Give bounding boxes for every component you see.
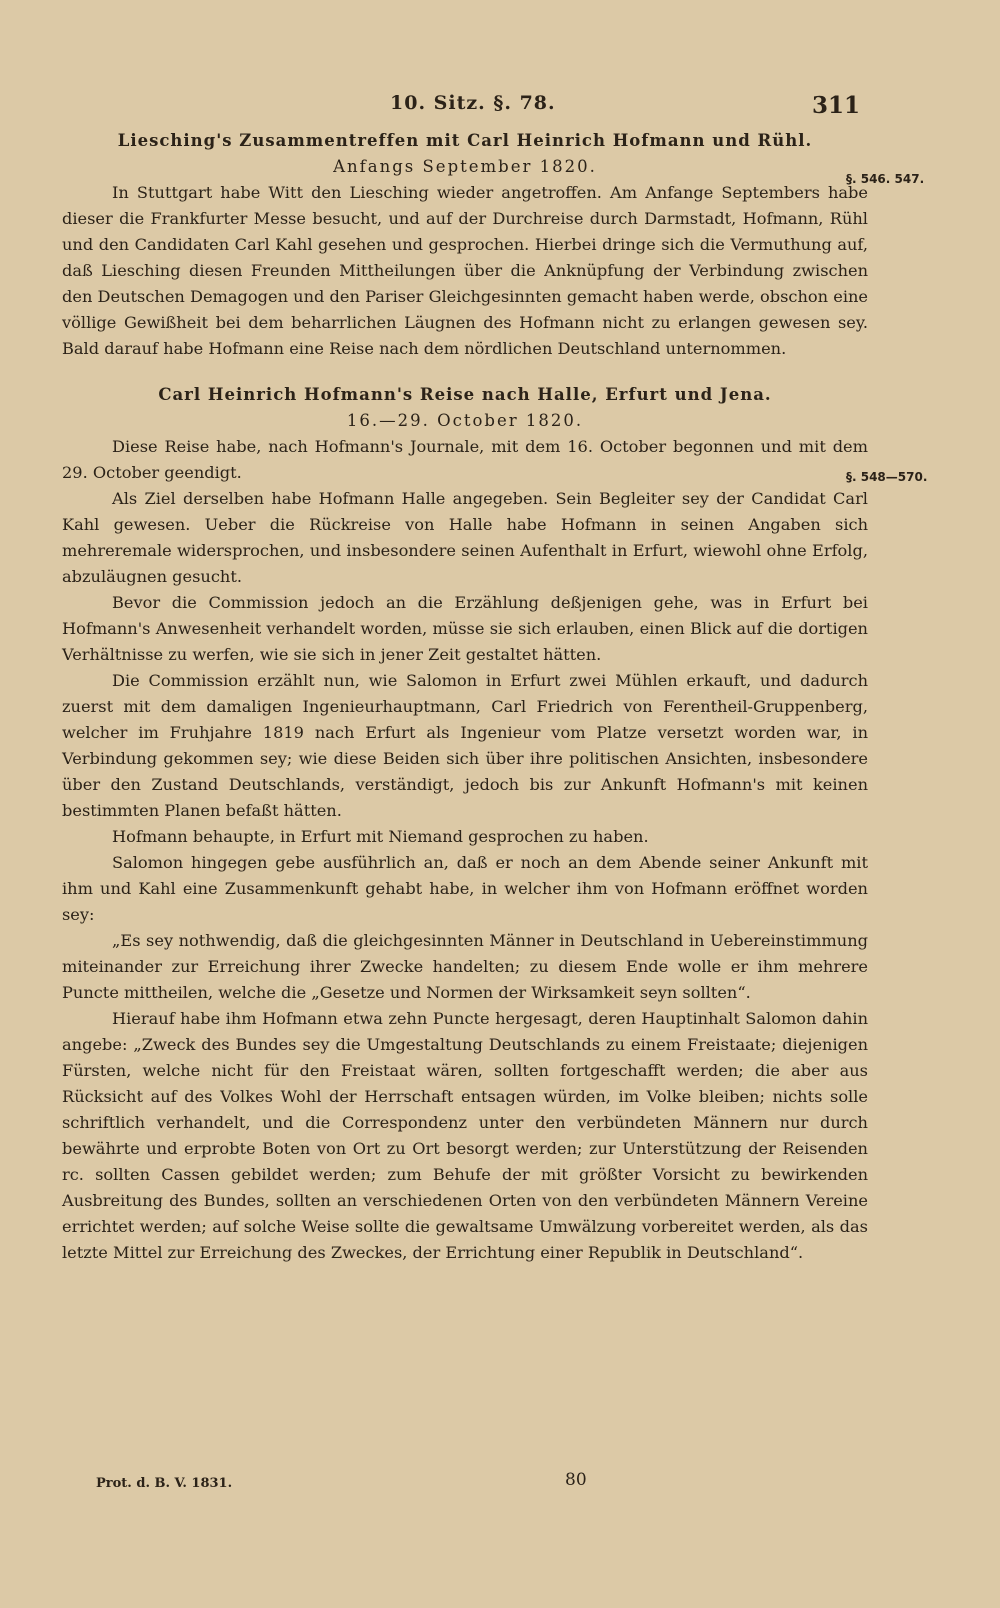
margin-reference-1: §. 546. 547. [846, 172, 925, 186]
sheet-number: 80 [565, 1470, 587, 1490]
page-footer [0, 1470, 1000, 1500]
section-1-paragraph: In Stuttgart habe Witt den Liesching wieder angetroffen. Am Anfange Septembers habe dieser die Frankfurter Messe besucht, und auf der Durchreise durch Darmstadt, Hofmann, Rühl und den Candidaten Carl Kahl gesehen und gesprochen. Hierbei dringe sich die Vermuthung auf, daß Liesching diesen Freunden Mittheilungen über die Anknüpfung der Verbindung zwischen den Deutschen Demagogen und den Pariser Gleichgesinnten gemacht haben werde, obschon eine völlige Gewißheit bei dem beharrlichen Läugnen des Hofmann nicht zu erlangen gewesen sey. Bald darauf habe Hofmann eine Reise nach dem nördlichen Deutschland unternommen. [62, 183, 868, 358]
section-2-paragraph: Bevor die Commission jedoch an die Erzählung deßjenigen gehe, was in Erfurt bei Hofmann's Anwesenheit verhandelt worden, müsse sie sich erlauben, einen Blick auf die dortigen Verhältnisse zu werfen, wie sie sich in jener Zeit gestaltet hätten. [62, 593, 868, 664]
section-2-paragraph: Salomon hingegen gebe ausführlich an, daß er noch an dem Abende seiner Ankunft mit ihm und Kahl eine Zusammenkunft gehabt habe, in welcher ihm von Hofmann eröffnet worden sey: [62, 853, 868, 924]
running-head: 10. Sitz. §. 78. [390, 92, 556, 114]
section-2-paragraph: Hofmann behaupte, in Erfurt mit Niemand gesprochen zu haben. [112, 827, 649, 846]
section-1-title: Liesching's Zusammentreffen mit Carl Heinrich Hofmann und Rühl. [117, 131, 813, 150]
section-2-paragraph: Diese Reise habe, nach Hofmann's Journale, mit dem 16. October begonnen und mit dem 29. October geendigt. [62, 437, 868, 482]
section-1-date: Anfangs September 1820. [333, 157, 597, 176]
section-2-paragraph: Die Commission erzählt nun, wie Salomon in Erfurt zwei Mühlen erkauft, und dadurch zuerst mit dem damaligen Ingenieurhauptmann, Carl Friedrich von Ferentheil-Gruppenberg, welcher im Fruhjahre 1819 nach Erfurt als Ingenieur vom Platze versetzt worden war, in Verbindung gekommen sey; wie diese Beiden sich über ihre politischen Ansichten, insbesondere über den Zustand Deutschlands, verständigt, jedoch bis zur Ankunft Hofmann's mit keinen bestimmten Planen befaßt hätten. [62, 671, 868, 820]
section-2-paragraph: Hierauf habe ihm Hofmann etwa zehn Puncte hergesagt, deren Hauptinhalt Salomon dahin angebe: „Zweck des Bundes sey die Umgestaltung Deutschlands zu einem Freistaate; diejenigen Fürsten, welche nicht für den Freistaat wären, sollten fortgeschafft werden; die aber aus Rücksicht auf des Volkes Wohl der Herrschaft entsagen würden, im Volke bleiben; nichts solle schriftlich verhandelt, und die Correspondenz unter den verbündeten Männern nur durch bewährte und erprobte Boten von Ort zu Ort besorgt werden; zur Unterstützung der Reisenden rc. sollten Cassen gebildet werden; zum Behufe der mit größter Vorsicht zu bewirkenden Ausbreitung des Bundes, sollten an verschiedenen Orten von den verbündeten Männern Vereine errichtet werden; auf solche Weise sollte die gewaltsame Umwälzung vorbereitet werden, als das letzte Mittel zur Erreichung des Zweckes, der Errichtung einer Republik in Deutschland“. [62, 1009, 868, 1262]
body-text [62, 128, 868, 1266]
section-2-date: 16.—29. October 1820. [346, 411, 584, 430]
section-2-title: Carl Heinrich Hofmann's Reise nach Halle, Erfurt und Jena. [158, 385, 772, 404]
margin-reference-2: §. 548—570. [846, 470, 928, 484]
page-number: 311 [812, 92, 861, 119]
page-header [0, 92, 1000, 132]
section-2-quote: „Es sey nothwendig, daß die gleichgesinnten Männer in Deutschland in Uebereinstimmung miteinander zur Erreichung ihrer Zwecke handelten; zu diesem Ende wolle er ihm mehrere Puncte mittheilen, welche die „Gesetze und Normen der Wirksamkeit seyn sollten“. [62, 931, 868, 1002]
footer-signature: Prot. d. B. V. 1831. [96, 1476, 233, 1491]
section-2-paragraph: Als Ziel derselben habe Hofmann Halle angegeben. Sein Begleiter sey der Candidat Carl Kahl gewesen. Ueber die Rückreise von Halle habe Hofmann in seinen Angaben sich mehreremale widersprochen, und insbesondere seinen Aufenthalt in Erfurt, wiewohl ohne Erfolg, abzuläugnen gesucht. [62, 489, 868, 586]
